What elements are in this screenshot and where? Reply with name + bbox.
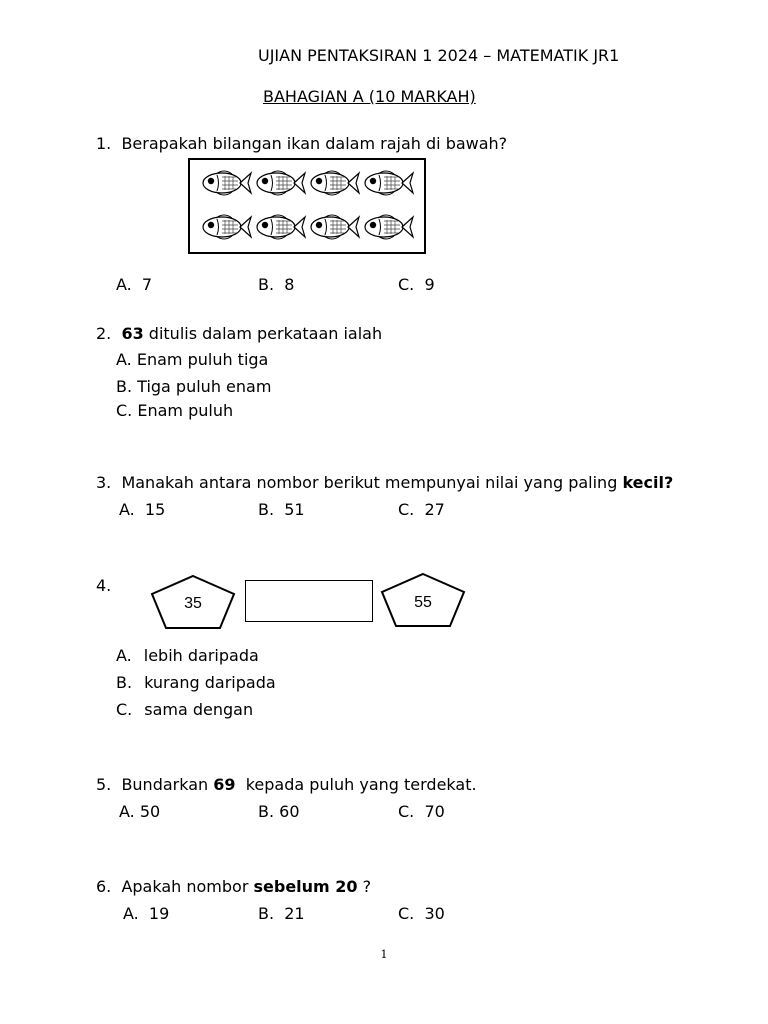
- option-value: 30: [424, 904, 445, 923]
- option-letter: C.: [398, 500, 415, 519]
- option-value: lebih daripada: [143, 646, 259, 665]
- option-value: 70: [424, 802, 445, 821]
- fish-icon: [311, 215, 359, 239]
- fish-icon: [365, 171, 413, 195]
- q1-option-c[interactable]: [398, 275, 435, 295]
- section-title: BAHAGIAN A (10 MARKAH): [263, 87, 476, 106]
- page-number: 1: [380, 948, 388, 961]
- option-value: 9: [424, 275, 435, 294]
- option-value: sama dengan: [144, 700, 254, 719]
- option-letter: B.: [258, 904, 275, 923]
- option-letter: A.: [119, 500, 135, 519]
- question-2: [96, 324, 382, 344]
- q1-option-b[interactable]: [258, 275, 294, 295]
- option-letter: C.: [398, 904, 415, 923]
- option-letter: C.: [398, 802, 415, 821]
- q6-option-c[interactable]: [398, 904, 445, 924]
- question-keyword: sebelum 20: [253, 877, 358, 896]
- option-letter: A.: [123, 904, 139, 923]
- option-value: Tiga puluh enam: [137, 377, 272, 396]
- q3-option-b[interactable]: [258, 500, 305, 520]
- option-value: kurang daripada: [144, 673, 276, 692]
- option-letter: B.: [116, 377, 133, 396]
- option-letter: A.: [116, 646, 132, 665]
- question-number: 1.: [96, 134, 112, 153]
- question-number: 2.: [96, 324, 112, 343]
- q5-option-b[interactable]: [258, 802, 300, 822]
- option-value: Enam puluh tiga: [136, 350, 269, 369]
- q2-option-a[interactable]: [116, 350, 268, 370]
- option-letter: A.: [116, 350, 132, 369]
- option-letter: C.: [398, 275, 415, 294]
- q5-option-a[interactable]: [119, 802, 160, 822]
- question-1: [96, 134, 507, 154]
- option-value: 15: [144, 500, 166, 519]
- q2-option-c[interactable]: [116, 401, 233, 421]
- q3-option-a[interactable]: [119, 500, 165, 520]
- q3-option-c[interactable]: [398, 500, 445, 520]
- question-5: [96, 775, 477, 795]
- question-text: ditulis dalam perkataan ialah: [148, 324, 383, 343]
- option-letter: B.: [258, 275, 275, 294]
- question-number: 5.: [96, 775, 112, 794]
- fish-icon: [311, 171, 359, 195]
- option-letter: C.: [116, 700, 133, 719]
- exam-title: UJIAN PENTAKSIRAN 1 2024 – MATEMATIK JR1: [258, 46, 620, 65]
- option-value: 21: [284, 904, 305, 923]
- question-text-after: ?: [362, 877, 372, 896]
- option-letter: C.: [116, 401, 133, 420]
- option-value: 51: [284, 500, 305, 519]
- option-value: 60: [279, 802, 300, 821]
- option-value: 50: [139, 802, 161, 821]
- question-text: Berapakah bilangan ikan dalam rajah di bawah?: [121, 134, 508, 153]
- question-number-bold: 63: [121, 324, 144, 343]
- pentagon-right-value: 55: [414, 594, 432, 611]
- pentagon-left-value: 35: [184, 595, 202, 612]
- option-value: 8: [284, 275, 295, 294]
- q1-option-a[interactable]: [116, 275, 152, 295]
- question-text: Apakah nombor: [121, 877, 249, 896]
- option-value: 27: [424, 500, 445, 519]
- question-3: [96, 473, 673, 493]
- option-value: 7: [141, 275, 153, 294]
- q5-option-c[interactable]: [398, 802, 445, 822]
- fish-icons: [190, 160, 424, 252]
- fish-icon: [203, 215, 251, 239]
- question-number-bold: 69: [213, 775, 236, 794]
- option-letter: A.: [116, 275, 132, 294]
- question-6: [96, 877, 371, 897]
- option-letter: A.: [119, 802, 135, 821]
- question-keyword: kecil?: [622, 473, 674, 492]
- fish-icon: [257, 171, 305, 195]
- question-text: Bundarkan: [121, 775, 209, 794]
- option-letter: B.: [258, 500, 275, 519]
- q4-option-c[interactable]: [116, 700, 253, 720]
- option-letter: B.: [116, 673, 133, 692]
- q2-option-b[interactable]: [116, 377, 271, 397]
- option-letter: B.: [258, 802, 275, 821]
- q4-option-b[interactable]: [116, 673, 276, 693]
- question-text: Manakah antara nombor berikut mempunyai nilai yang paling: [121, 473, 618, 492]
- question-number: 6.: [96, 877, 112, 896]
- fish-icon: [365, 215, 413, 239]
- question-4-number: 4.: [96, 576, 112, 595]
- option-value: Enam puluh: [137, 401, 234, 420]
- q4-option-a[interactable]: [116, 646, 259, 666]
- question-number: 3.: [96, 473, 112, 492]
- fish-figure-box: [188, 158, 426, 254]
- q6-option-b[interactable]: [258, 904, 305, 924]
- q6-option-a[interactable]: [123, 904, 169, 924]
- option-value: 19: [148, 904, 170, 923]
- question-text-after: kepada puluh yang terdekat.: [245, 775, 477, 794]
- fish-icon: [203, 171, 251, 195]
- answer-box[interactable]: [245, 580, 373, 622]
- fish-icon: [257, 215, 305, 239]
